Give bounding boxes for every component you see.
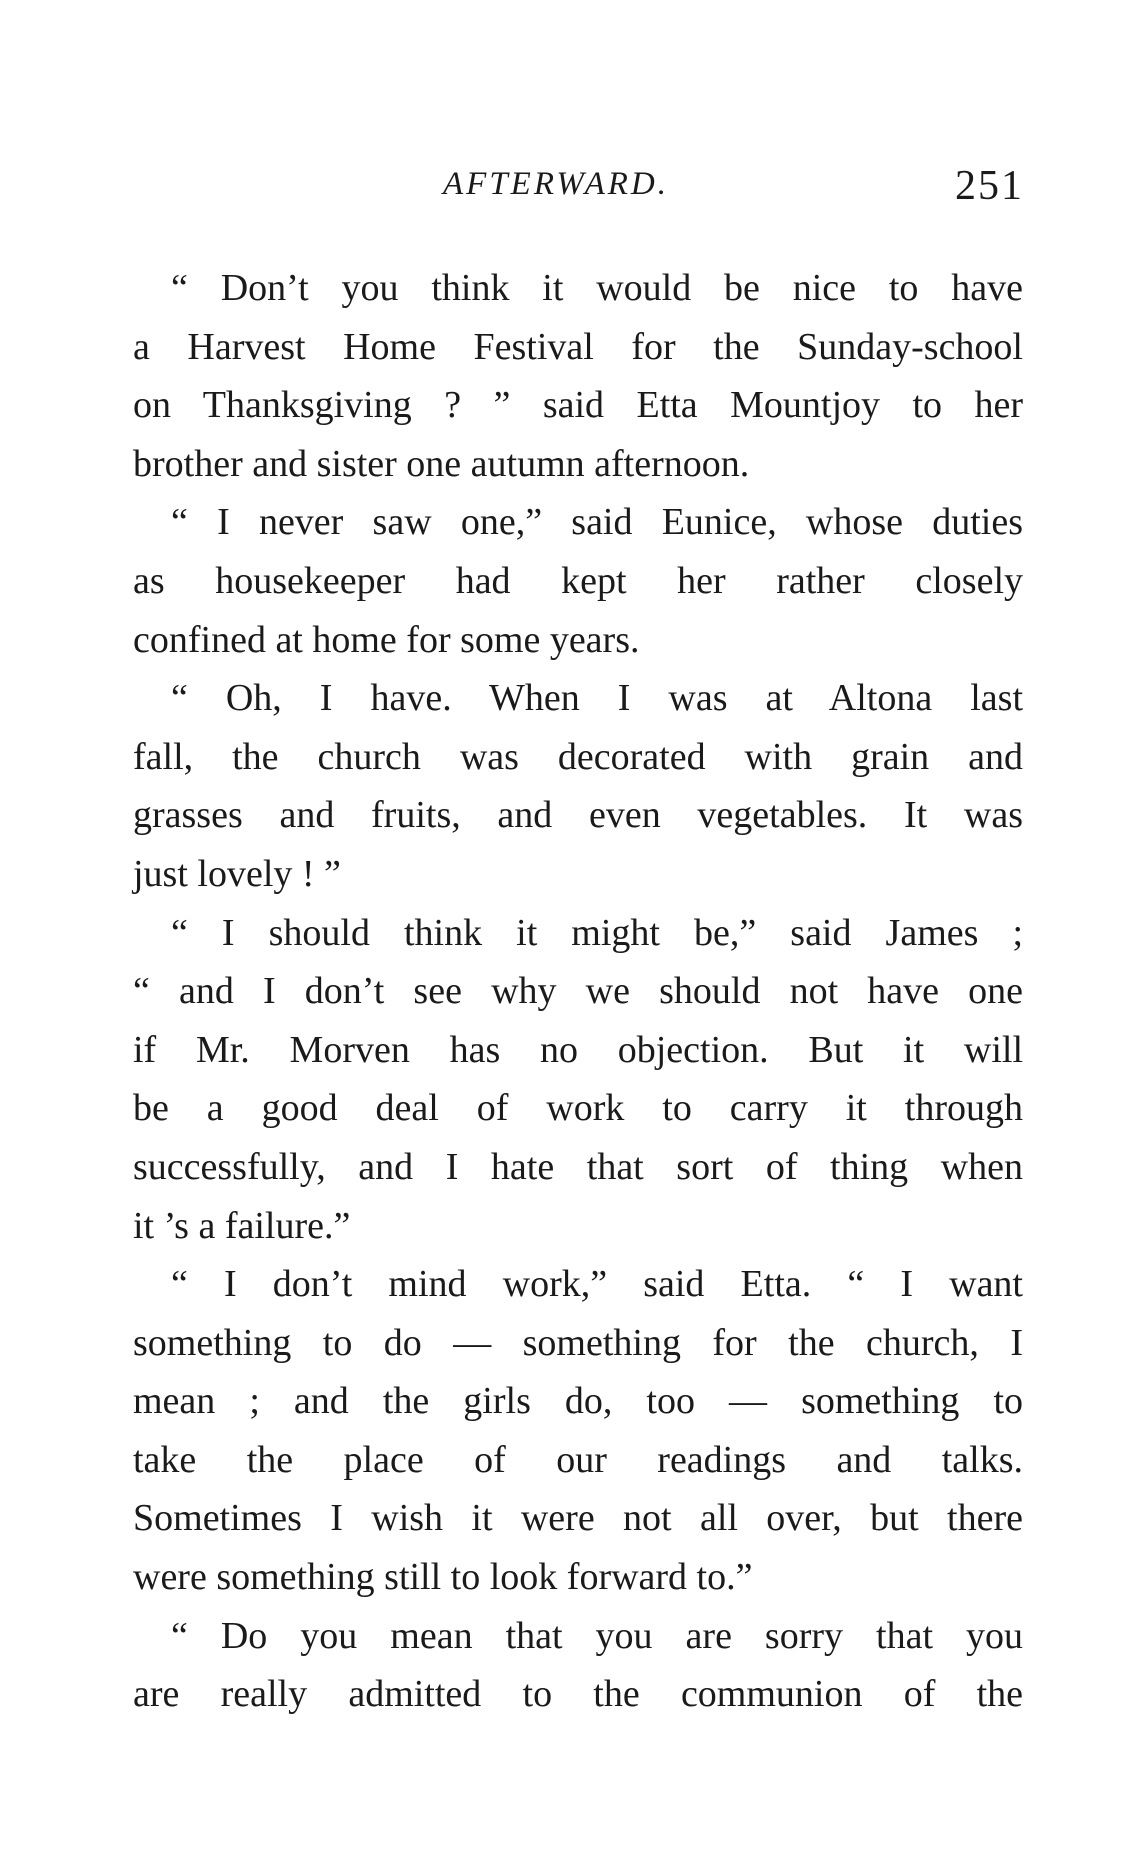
body-text xyxy=(133,259,1023,1724)
text-line: “ Do you mean that you are sorry that you xyxy=(171,1614,1023,1657)
text-line: be a good deal of work to carry it through xyxy=(133,1087,1023,1130)
text-line: confined at home for some years. xyxy=(133,618,640,661)
text-line: successfully, and I hate that sort of thing when xyxy=(133,1145,1023,1188)
text-line: “ Don’t you think it would be nice to have xyxy=(171,267,1023,309)
page-number: 251 xyxy=(955,163,1024,209)
text-line: on Thanksgiving ? ” said Etta Mountjoy to her xyxy=(133,384,1023,427)
running-title: AFTERWARD. xyxy=(443,166,669,202)
text-line: it ’s a failure.” xyxy=(133,1204,351,1247)
text-line: as housekeeper had kept her rather closely xyxy=(133,559,1023,602)
text-line: grasses and fruits, and even vegetables. It was xyxy=(133,794,1023,837)
text-line: a Harvest Home Festival for the Sunday-school xyxy=(133,325,1023,368)
text-line: mean ; and the girls do, too — something to xyxy=(133,1380,1023,1423)
text-line: “ I never saw one,” said Eunice, whose duties xyxy=(171,501,1023,544)
text-line: “ and I don’t see why we should not have one xyxy=(133,970,1023,1013)
text-line: fall, the church was decorated with grain and xyxy=(133,735,1023,778)
text-line: take the place of our readings and talks. xyxy=(133,1438,1023,1481)
text-line: just lovely ! ” xyxy=(133,852,341,895)
text-line: if Mr. Morven has no objection. But it will xyxy=(133,1028,1023,1071)
text-line: “ Oh, I have. When I was at Altona last xyxy=(171,677,1023,720)
running-head xyxy=(0,160,1137,220)
text-line: brother and sister one autumn afternoon. xyxy=(133,442,750,485)
text-line: were something still to look forward to.” xyxy=(133,1556,753,1599)
text-line: are really admitted to the communion of the xyxy=(133,1673,1023,1716)
text-line: “ I don’t mind work,” said Etta. “ I want xyxy=(171,1263,1023,1306)
text-line: Sometimes I wish it were not all over, but there xyxy=(133,1497,1023,1540)
text-line: “ I should think it might be,” said James ; xyxy=(171,911,1023,954)
text-line: something to do — something for the church, I xyxy=(133,1321,1023,1364)
